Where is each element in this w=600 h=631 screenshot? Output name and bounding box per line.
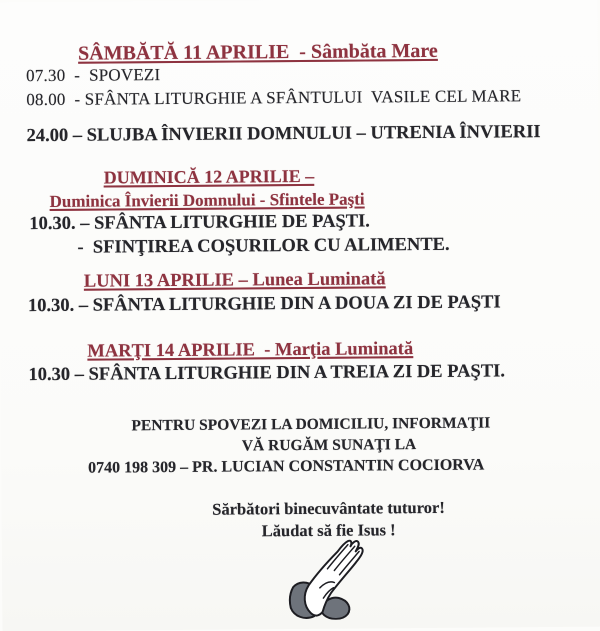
event-2400-slujba-invierii: 24.00 – SLUJBA ÎNVIERII DOMNULUI – UTRENIA ÎNVIERII bbox=[26, 122, 541, 147]
event-0800-liturghie: 08.00 - SFÂNTA LITURGHIE A SFÂNTULUI VASILE CEL MARE bbox=[26, 86, 522, 110]
event-0730-spovezi: 07.30 - SPOVEZI bbox=[26, 65, 161, 86]
contact-call-line: VĂ RUGĂM SUNAŢI LA bbox=[241, 436, 417, 455]
event-1030-treia-zi: 10.30 – SFÂNTA LITURGHIE DIN A TREIA ZI DE PAŞTI. bbox=[28, 361, 506, 386]
event-1030-liturghie-pasti: 10.30. – SFÂNTA LITURGHIE DE PAŞTI. bbox=[29, 211, 370, 235]
heading-sunday-12-april: DUMINICĂ 12 APRILIE – bbox=[103, 165, 315, 188]
subheading-sunday-easter: Duminica Învierii Domnului - Sfintele Paşti bbox=[49, 189, 365, 211]
event-sfintirea-cosurilor: - SFINŢIREA COŞURILOR CU ALIMENTE. bbox=[77, 234, 450, 258]
contact-phone-priest: 0740 198 309 – PR. LUCIAN CONSTANTIN COCIORVA bbox=[88, 456, 485, 477]
event-1030-doua-zi: 10.30. – SFÂNTA LITURGHIE DIN A DOUA ZI DE PAŞTI bbox=[27, 292, 501, 317]
contact-info-line: PENTRU SPOVEZI LA DOMICILIU, INFORMAŢII bbox=[131, 414, 491, 435]
heading-tuesday-14-april: MARŢI 14 APRILIE - Marţia Luminată bbox=[87, 339, 414, 362]
blessing-line: Sărbători binecuvântate tuturor! bbox=[212, 497, 445, 519]
heading-monday-13-april: LUNI 13 APRILIE – Lunea Luminată bbox=[83, 269, 386, 292]
praise-line: Lăudat să fie Isus ! bbox=[261, 520, 396, 541]
praying-hands-icon bbox=[281, 536, 368, 620]
heading-saturday-11-april: SÂMBĂTĂ 11 APRILIE - Sâmbăta Mare bbox=[78, 39, 438, 65]
